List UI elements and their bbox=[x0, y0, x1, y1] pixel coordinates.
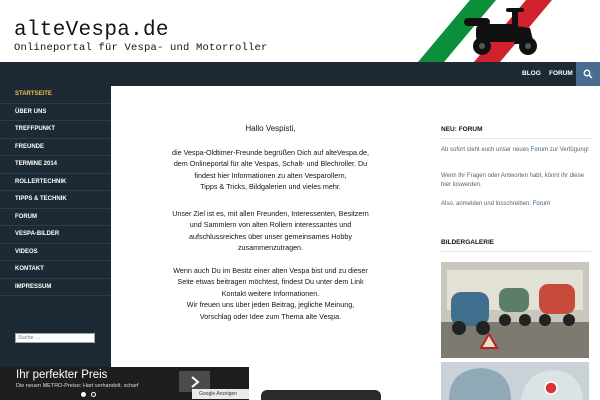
gallery-image-vespa-front[interactable] bbox=[441, 362, 589, 400]
nav-forum-link[interactable]: FORUM bbox=[549, 70, 573, 77]
text-line: Kontakt weitere Informationen. bbox=[221, 288, 320, 298]
sidebar-menu bbox=[0, 86, 111, 400]
sidebar-item-rollertechnik[interactable]: ROLLERTECHNIK bbox=[0, 174, 111, 192]
ad-title[interactable]: Ihr perfekter Preis bbox=[16, 369, 108, 381]
main-content bbox=[111, 86, 430, 400]
text-line: zusammenzutragen. bbox=[237, 243, 304, 253]
text-line: Wir freuen uns über jeden Beitrag, jegliche Meinung, bbox=[186, 300, 355, 310]
sidebar-item-termine[interactable]: TERMINE 2014 bbox=[0, 156, 111, 174]
forum-widget-text bbox=[441, 146, 593, 155]
widget-divider bbox=[441, 251, 591, 252]
text-line: aufschlussreiches über unser gemeinsames Hobby bbox=[189, 231, 352, 241]
sidebar-item-impressum[interactable]: IMPRESSUM bbox=[0, 279, 111, 297]
site-tagline: Onlineportal für Vespa- und Motorroller bbox=[14, 42, 268, 54]
sidebar-item-forum[interactable]: FORUM bbox=[0, 209, 111, 227]
ad-page-dot[interactable] bbox=[91, 392, 96, 397]
text-line: Unser Ziel ist es, mit allen Freunden, Interessenten, Besitzern bbox=[172, 209, 369, 218]
widget-text-part: Ab sofort steht euch unser neues bbox=[441, 147, 531, 153]
site-title[interactable]: alteVespa.de bbox=[14, 19, 169, 42]
widget-title-gallery: BILDERGALERIE bbox=[441, 239, 495, 246]
advertisement-banner[interactable] bbox=[0, 367, 249, 400]
nav-search-button[interactable] bbox=[576, 62, 600, 86]
sidebar-item-videos[interactable]: VIDEOS bbox=[0, 244, 111, 262]
sidebar-item-startseite[interactable]: STARTSEITE bbox=[0, 86, 111, 104]
text-line: die Vespa-Oldtimer-Freunde begrüßen Dich auf alteVespa.de, bbox=[172, 148, 369, 157]
sidebar-search-input[interactable]: Suche … bbox=[15, 333, 95, 343]
widget-area bbox=[430, 86, 600, 400]
sidebar-item-kontakt[interactable]: KONTAKT bbox=[0, 261, 111, 279]
nav-blog-link[interactable]: BLOG bbox=[522, 70, 541, 77]
widget-text-part: Also, anmelden und losschreiben: bbox=[441, 201, 533, 207]
text-line: dem Onlineportal für alte Vespas, Schalt- und Blechroller. Du bbox=[173, 159, 368, 169]
sidebar-item-vespa-bilder[interactable]: VESPA-BILDER bbox=[0, 226, 111, 244]
vespa-flag-header-image bbox=[418, 0, 600, 62]
sidebar-item-treffpunkt[interactable]: TREFFPUNKT bbox=[0, 121, 111, 139]
text-line: und Sammlern von alten Rollern interessantes und bbox=[189, 220, 352, 230]
welcome-heading: Hallo Vespisti, bbox=[245, 124, 296, 133]
intro-paragraph bbox=[151, 147, 390, 193]
widget-title-forum: NEU: FORUM bbox=[441, 126, 483, 133]
ad-text[interactable]: Die neuen METRO-Preise: Hart verhandelt, scharf bbox=[16, 383, 139, 389]
forum-link[interactable]: Forum bbox=[530, 147, 549, 153]
chevron-right-icon bbox=[190, 376, 200, 388]
top-nav-bar bbox=[0, 62, 600, 86]
sidebar-item-freunde[interactable]: FREUNDE bbox=[0, 139, 111, 157]
google-ads-label[interactable]: Google Anzeigen bbox=[192, 389, 249, 399]
forum-widget-signup bbox=[441, 200, 593, 209]
text-line: findest hier Informationen zu alten Vesparollern, bbox=[194, 170, 347, 180]
text-line: Wenn auch Du im Besitz einer alten Vespa bist und zu dieser bbox=[173, 266, 368, 275]
forum-widget-questions: Wenn Ihr Fragen oder Antworten habt, könnt Ihr diese hier loswerden. bbox=[441, 173, 584, 188]
goal-paragraph bbox=[151, 208, 390, 254]
sidebar-item-ueber-uns[interactable]: ÜBER UNS bbox=[0, 104, 111, 122]
content-image bbox=[261, 390, 381, 400]
text-line: Tipps & Tricks, Bildgalerien und vieles mehr. bbox=[200, 182, 341, 192]
search-icon bbox=[583, 69, 593, 79]
sidebar-item-tipps-technik[interactable]: TIPPS & TECHNIK bbox=[0, 191, 111, 209]
forum-link-2[interactable]: Forum bbox=[532, 201, 551, 207]
site-header bbox=[0, 0, 600, 62]
widget-text-part: zur Verfügung! bbox=[548, 147, 589, 153]
contribute-paragraph bbox=[151, 265, 390, 322]
text-line: Seite etwas beitragen möchtest, findest Du unter dem Link bbox=[177, 277, 364, 287]
widget-divider bbox=[441, 138, 591, 139]
text-line: Vorschlag oder Idee zum Thema alte Vespa. bbox=[199, 311, 342, 321]
gallery-image-scooters[interactable] bbox=[441, 262, 589, 358]
ad-page-dot-active[interactable] bbox=[81, 392, 86, 397]
